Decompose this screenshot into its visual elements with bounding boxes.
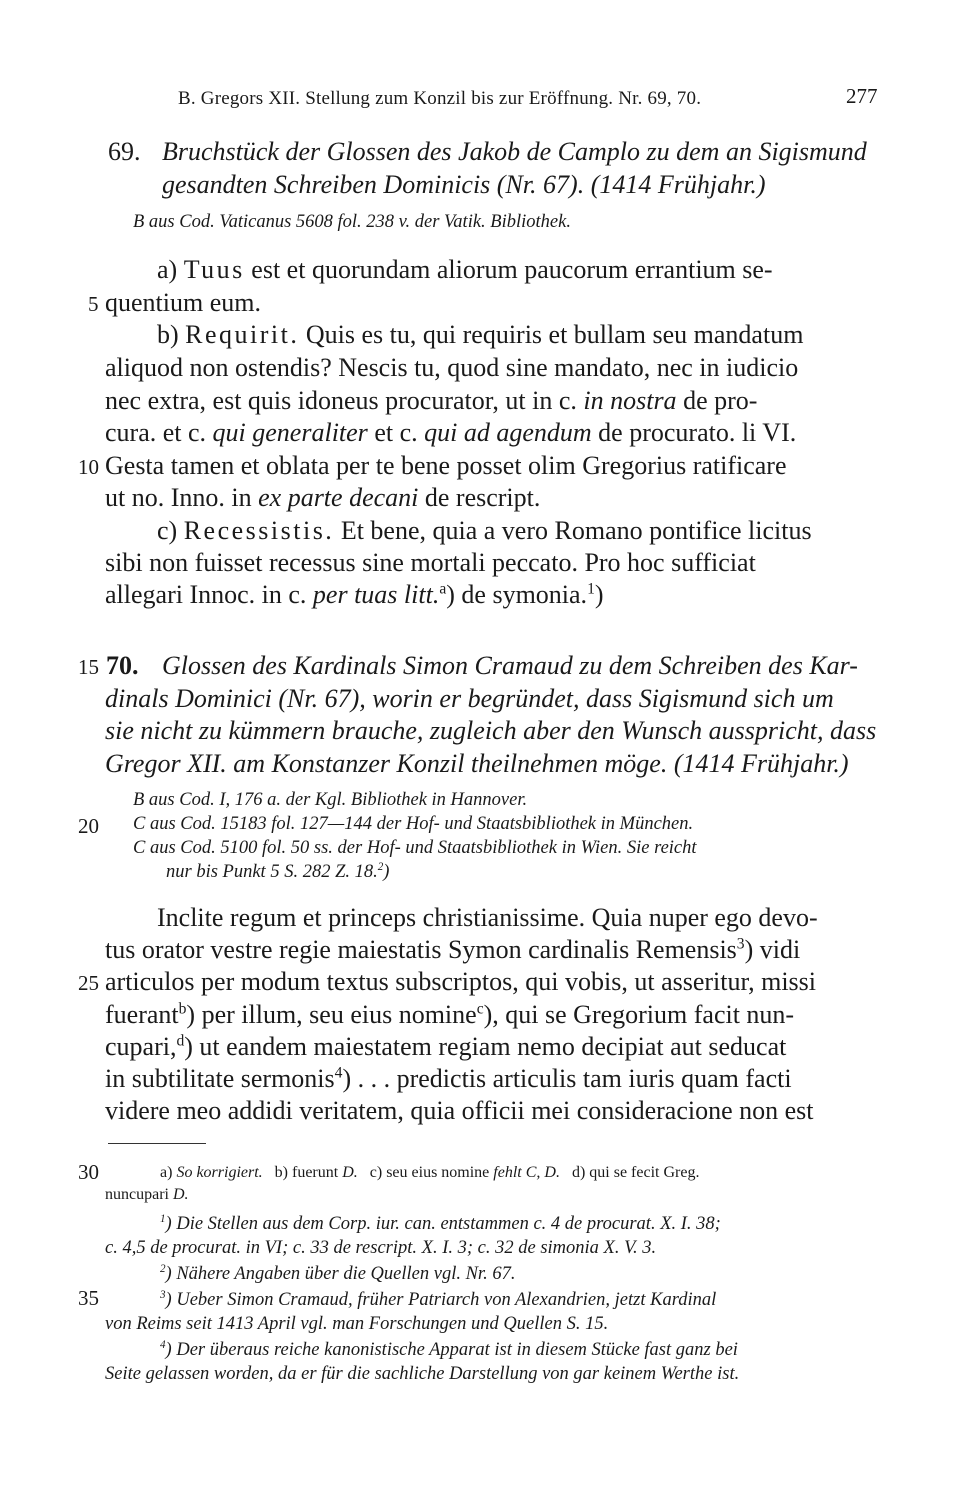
doc69-title-line1: Bruchstück der Glossen des Jakob de Camplo zu dem an Sigismund	[162, 137, 867, 166]
text-span: allegari Innoc. in c.	[105, 580, 307, 609]
text-span: )	[383, 862, 390, 882]
footnote-1-line2: c. 4,5 de procurat. in VI; c. 33 de rescript. X. I. 3; c. 32 de simonia X. V. 3.	[105, 1238, 657, 1258]
variant-marker: c	[476, 1000, 484, 1018]
line-number-25: 25	[78, 971, 99, 995]
text-span: nur bis Punkt 5 S. 282 Z. 18.	[166, 862, 378, 882]
line-number-35: 35	[78, 1286, 99, 1310]
variant-label: a)	[160, 1164, 173, 1181]
doc70-source-c1: C aus Cod. 15183 fol. 127—144 der Hof- und Staatsbibliothek in München.	[133, 814, 694, 834]
footnote-text: Der überaus reiche kanonistische Apparat ist in diesem Stücke fast ganz bei	[176, 1340, 738, 1360]
body-line1: Inclite regum et princeps christianissime. Quia nuper ego devo-	[157, 903, 818, 932]
line-number-20: 20	[78, 814, 99, 838]
text-span: ) vidi	[744, 935, 801, 964]
gloss-c-line	[157, 516, 812, 546]
footnote-text: Die Stellen aus dem Corp. iur. can. entstammen c. 4 de procurat. X. I. 38;	[176, 1214, 721, 1234]
gloss-a-label: a)	[157, 255, 178, 284]
footnote-text: Nähere Angaben über die Quellen vgl. Nr. 67.	[176, 1264, 516, 1284]
body-line6	[105, 1064, 792, 1094]
variant-siglum: D.	[172, 1186, 189, 1203]
footnote-marker: 1	[587, 580, 595, 598]
variant-text: nuncupari	[105, 1186, 169, 1203]
gloss-b-line	[157, 320, 803, 350]
variant-text: qui se fecit Greg.	[589, 1164, 700, 1181]
variant-siglum: D.	[342, 1164, 358, 1181]
footnote-label: 4	[160, 1338, 166, 1351]
doc70-title-line1: Glossen des Kardinals Simon Cramaud zu dem Schreiben des Kar-	[162, 651, 858, 680]
variant-label: d)	[571, 1164, 586, 1181]
text-span: nec extra, est quis idoneus procurator, ut in c.	[105, 386, 577, 415]
text-span: fuerant	[105, 1000, 179, 1029]
doc70-source-c2: C aus Cod. 5100 fol. 50 ss. der Hof- und Staatsbibliothek in Wien. Sie reicht	[133, 838, 697, 858]
text-span: tus orator vestre regie maiestatis Symon cardinalis Remensis	[105, 935, 737, 964]
page-number: 277	[846, 84, 878, 108]
text-span: de pro-	[683, 386, 758, 415]
footnote-text: Ueber Simon Cramaud, früher Patriarch von Alexandrien, jetzt Kardinal	[176, 1290, 717, 1310]
doc70-title-line4: Gregor XII. am Konstanzer Konzil theilnehmen möge. (1414 Frühjahr.)	[105, 749, 849, 778]
doc70-title-line2: dinals Dominici (Nr. 67), worin er begründet, dass Sigismund sich um	[105, 684, 834, 713]
doc69-source: B aus Cod. Vaticanus 5608 fol. 238 v. der Vatik. Bibliothek.	[133, 212, 571, 232]
footnote-4-line1: $^4$) Der überaus reiche kanonistische Apparat ist in diesem Stücke fast ganz bei	[160, 1338, 738, 1360]
gloss-b-line3	[105, 386, 757, 416]
text-span: ) de symonia.	[446, 580, 588, 609]
text-span: cura. et c.	[105, 418, 207, 447]
gloss-a-line2: quentium eum.	[105, 288, 261, 317]
gloss-b-label: b)	[157, 320, 179, 349]
variant-label: b)	[274, 1164, 288, 1181]
text-span: ut no. Inno. in	[105, 483, 252, 512]
body-line3: articulos per modum textus subscriptos, qui vobis, ut asseritur, missi	[105, 967, 817, 996]
doc69-number: 69.	[108, 137, 141, 166]
text-span: )	[594, 580, 604, 609]
gloss-b-line5: Gesta tamen et oblata per te bene posset olim Gregorius ratificare	[105, 451, 787, 480]
gloss-c-lemma: Recessistis.	[183, 516, 335, 545]
footnote-1-line1: $^1$) Die Stellen aus dem Corp. iur. can. entstammen c. 4 de procurat. X. I. 38;	[160, 1212, 721, 1234]
gloss-c-line3	[105, 580, 604, 610]
text-span: de rescript.	[424, 483, 541, 512]
gloss-b-text: Quis es tu, qui requiris et bullam seu mandatum	[305, 320, 804, 349]
gloss-c-label: c)	[157, 516, 178, 545]
variant-label: c)	[369, 1164, 383, 1181]
footnote-label: 3	[160, 1288, 166, 1301]
variant-siglum: fehlt C, D.	[493, 1164, 560, 1181]
gloss-b-line4	[105, 418, 796, 448]
footnote-3-line2: von Reims seit 1413 April vgl. man Forschungen und Quellen S. 15.	[105, 1314, 609, 1334]
gloss-b-line6	[105, 483, 540, 513]
doc70-title-line3: sie nicht zu kümmern brauche, zugleich aber den Wunsch ausspricht, dass	[105, 716, 877, 745]
gloss-a-lemma: Tuus	[183, 255, 245, 284]
gloss-b-lemma: Requirit.	[185, 320, 300, 349]
body-line7: videre meo addidi veritatem, quia officii mei consideracione non est	[105, 1096, 814, 1125]
variant-marker: a	[439, 580, 447, 598]
text-span: ) ut eandem maiestatem regiam nemo decipiat aut seducat	[184, 1032, 787, 1061]
gloss-a-text: est et quorundam aliorum paucorum errantium se-	[251, 255, 773, 284]
footnote-divider	[108, 1143, 206, 1144]
gloss-a-line	[157, 255, 773, 285]
body-line2	[105, 935, 800, 965]
text-span: cupari,	[105, 1032, 177, 1061]
variant-marker: b	[178, 1000, 187, 1018]
text-span: in subtilitate sermonis	[105, 1064, 335, 1093]
citation-span: in nostra	[583, 386, 677, 415]
footnote-label: 1	[160, 1212, 166, 1225]
variant-notes-line2	[105, 1186, 189, 1204]
footnote-marker: 4	[334, 1064, 343, 1082]
gloss-b-line2: aliquod non ostendis? Nescis tu, quod sine mandato, nec in iudicio	[105, 353, 799, 382]
doc70-source-b: B aus Cod. I, 176 a. der Kgl. Bibliothek in Hannover.	[133, 790, 528, 810]
line-number-30: 30	[78, 1160, 99, 1184]
variant-marker: d	[176, 1032, 185, 1050]
line-number-10: 10	[78, 455, 99, 479]
gloss-c-line2: sibi non fuisset recessus sine mortali peccato. Pro hoc sufficiat	[105, 548, 756, 577]
variant-text: fuerunt	[291, 1164, 339, 1181]
doc69-title-line2: gesandten Schreiben Dominicis (Nr. 67). (1414 Frühjahr.)	[162, 170, 766, 199]
variant-text: seu eius nomine	[386, 1164, 490, 1181]
footnote-label: 2	[160, 1262, 166, 1275]
footnote-marker: 2	[377, 860, 384, 873]
text-span: ) per illum, seu eius nomine	[186, 1000, 477, 1029]
footnote-2: $^2$) Nähere Angaben über die Quellen vgl. Nr. 67.	[160, 1262, 516, 1284]
citation-span: qui generaliter	[212, 418, 368, 447]
footnote-3-line1: $^3$) Ueber Simon Cramaud, früher Patriarch von Alexandrien, jetzt Kardinal	[160, 1288, 717, 1310]
text-span: et c.	[374, 418, 418, 447]
variant-notes-line1	[160, 1164, 699, 1182]
citation-span: qui ad agendum	[424, 418, 592, 447]
text-span: de procurato. li VI.	[598, 418, 797, 447]
text-span: ) . . . predictis articulis tam iuris quam facti	[342, 1064, 792, 1093]
variant-text: So korrigiert.	[176, 1164, 263, 1181]
line-number-5: 5	[88, 292, 99, 316]
doc70-source-note	[166, 862, 389, 883]
running-title: B. Gregors XII. Stellung zum Konzil bis zur Eröffnung. Nr. 69, 70.	[178, 88, 702, 109]
text-span: ), qui se Gregorium facit nun-	[483, 1000, 795, 1029]
citation-span: per tuas litt.	[312, 580, 440, 609]
footnote-marker: 3	[736, 935, 745, 953]
footnote-4-line2: Seite gelassen worden, da er für die sachliche Darstellung von gar keinem Werthe ist.	[105, 1364, 740, 1384]
body-line4	[105, 1000, 794, 1030]
body-line5	[105, 1032, 786, 1062]
gloss-c-text: Et bene, quia a vero Romano pontifice licitus	[340, 516, 812, 545]
citation-span: ex parte decani	[258, 483, 419, 512]
line-number-15: 15	[78, 655, 99, 679]
doc70-number: 70.	[106, 651, 139, 680]
